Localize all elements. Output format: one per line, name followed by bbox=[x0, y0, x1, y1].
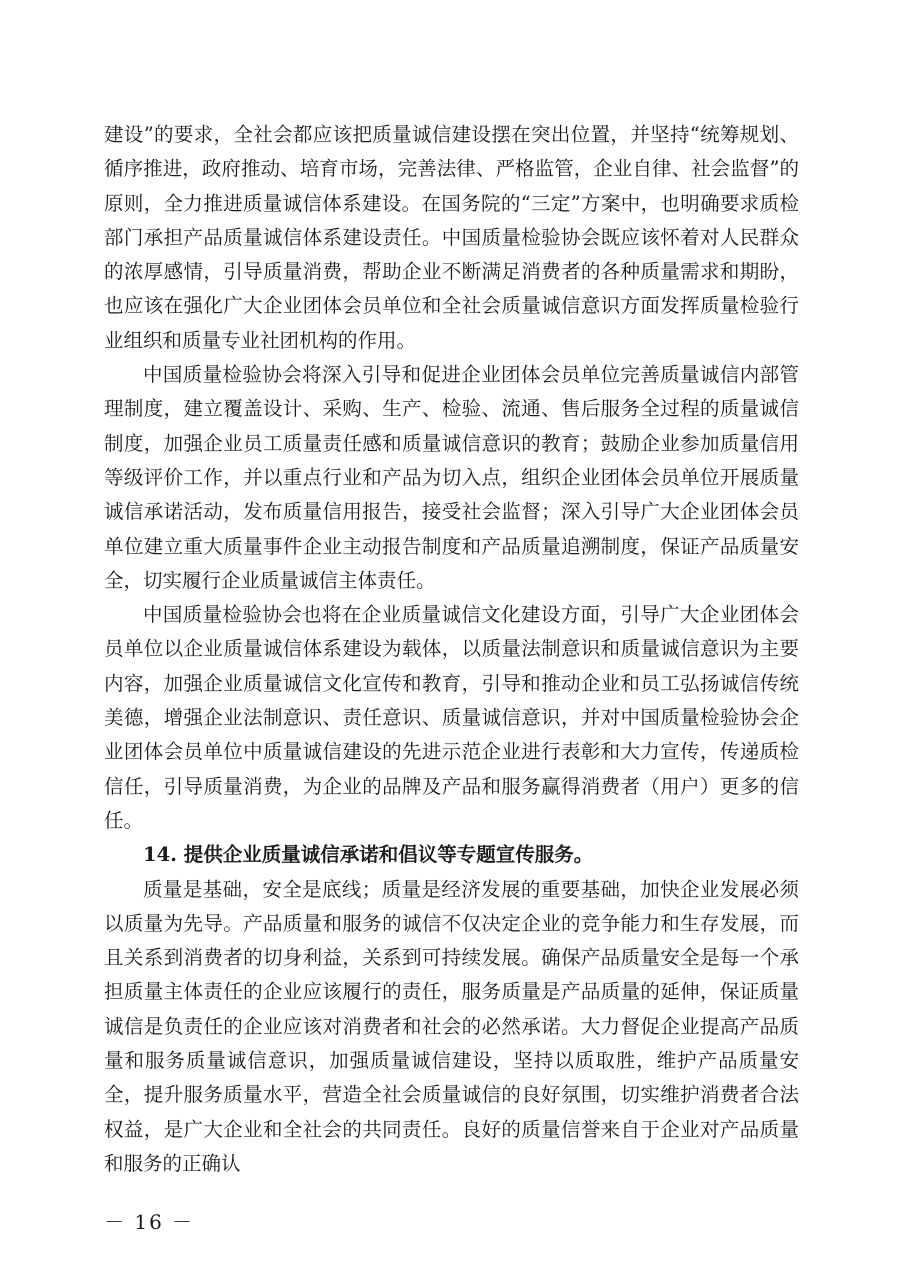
document-body bbox=[104, 118, 799, 1181]
section-heading-14: 14. 提供企业质量诚信承诺和倡议等专题宣传服务。 bbox=[143, 843, 594, 867]
paragraph-member-guidance: 中国质量检验协会将深入引导和促进企业团体会员单位完善质量诚信内部管理制度，建立覆盖设计、采购、生产、检验、流通、售后服务全过程的质量诚信制度，加强企业员工质量责任感和质量诚信意识的教育；鼓励企业参加质量信用等级评价工作，并以重点行业和产品为切入点，组织企业团体会员单位开展质量诚信承诺活动，发布质量信用报告，接受社会监督；深入引导广大企业团体会员单位建立重大质量事件企业主动报告制度和产品质量追溯制度，保证产品质量安全，切实履行企业质量诚信主体责任。 bbox=[104, 363, 799, 592]
paragraph-integrity-culture: 中国质量检验协会也将在企业质量诚信文化建设方面，引导广大企业团体会员单位以企业质量诚信体系建设为载体，以质量法制意识和质量诚信意识为主要内容，加强企业质量诚信文化宣传和教育，引导和推动企业和员工弘扬诚信传统美德，增强企业法制意识、责任意识、质量诚信意识，并对中国质量检验协会企业团体会员单位中质量诚信建设的先进示范企业进行表彰和大力宣传，传递质检信任，引导质量消费，为企业的品牌及产品和服务赢得消费者（用户）更多的信任。 bbox=[104, 603, 799, 832]
page-number: － 16 － bbox=[104, 1210, 195, 1234]
paragraph-continuation: 建设”的要求，全社会都应该把质量诚信建设摆在突出位置，并坚持“统筹规划、循序推进，政府推动、培育市场，完善法律、严格监管，企业自律、社会监督”的原则，全力推进质量诚信体系建设。在国务院的“三定”方案中，也明确要求质检部门承担产品质量诚信体系建设责任。中国质量检验协会既应该怀着对人民群众的浓厚感情，引导质量消费，帮助企业不断满足消费者的各种质量需求和期盼，也应该在强化广大企业团体会员单位和全社会质量诚信意识方面发挥质量检验行业组织和质量专业社团机构的作用。 bbox=[104, 123, 799, 352]
paragraph-quality-foundation: 质量是基础，安全是底线；质量是经济发展的重要基础，加快企业发展必须以质量为先导。产品质量和服务的诚信不仅决定企业的竞争能力和生存发展，而且关系到消费者的切身利益，关系到可持续发展。确保产品质量安全是每一个承担质量主体责任的企业应该履行的责任，服务质量是产品质量的延伸，保证质量诚信是负责任的企业应该对消费者和社会的必然承诺。大力督促企业提高产品质量和服务质量诚信意识，加强质量诚信建设，坚持以质取胜，维护产品质量安全，提升服务质量水平，营造全社会质量诚信的良好氛围，切实维护消费者合法权益，是广大企业和全社会的共同责任。良好的质量信誉来自于企业对产品质量和服务的正确认 bbox=[104, 877, 799, 1175]
